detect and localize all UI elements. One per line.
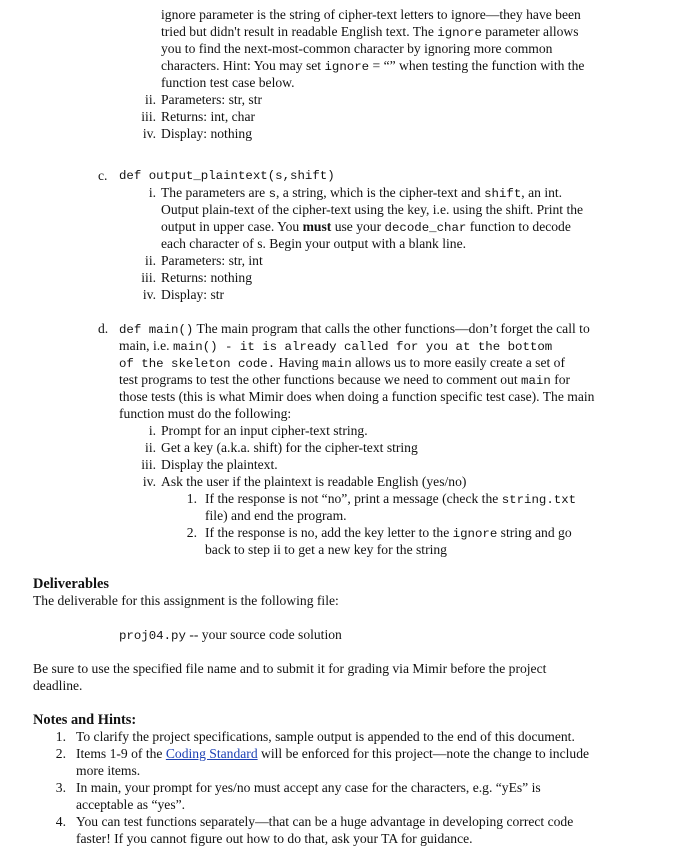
list-marker: i. xyxy=(148,185,156,200)
text-line: tried but didn't result in readable English text. The ignore parameter allows xyxy=(161,24,579,40)
text-line: faster! If you cannot figure out how to do that, ask your TA for guidance. xyxy=(76,831,473,846)
code-decode-char: decode_char xyxy=(384,221,467,235)
text-line: The parameters are s, a string, which is the cipher-text and shift, an int. xyxy=(161,185,563,201)
code-main-call: main() - it is already called for you at the bottom xyxy=(172,340,553,354)
text-line: function test case below. xyxy=(161,75,295,90)
text-line: deadline. xyxy=(33,678,83,693)
list-item: Returns: nothing xyxy=(161,270,253,285)
list-marker: iv. xyxy=(142,287,156,302)
text-line: You can test functions separately—that can be a huge advantage in developing correct code xyxy=(76,814,574,829)
list-item: Display the plaintext. xyxy=(161,457,278,472)
list-item: Parameters: str, str xyxy=(161,92,263,107)
list-marker: i. xyxy=(148,423,156,438)
code-ignore: ignore xyxy=(324,60,370,74)
text-line: test programs to test the other functions because we need to comment out main for xyxy=(119,372,571,388)
code-main: main xyxy=(521,374,551,388)
list-item: Get a key (a.k.a. shift) for the cipher-text string xyxy=(161,440,418,455)
text-line: of the skeleton code. Having main allows us to more easily create a set of xyxy=(119,355,566,371)
text-line: The deliverable for this assignment is the following file: xyxy=(33,593,339,608)
list-marker: 2. xyxy=(186,525,197,540)
text-line: ignore parameter is the string of cipher-text letters to ignore—they have been xyxy=(161,7,581,22)
list-item: Prompt for an input cipher-text string. xyxy=(161,423,368,438)
text-line: characters. Hint: You may set ignore = “” when testing the function with the xyxy=(161,58,585,74)
list-marker: iii. xyxy=(141,109,156,124)
function-signature: def main() xyxy=(119,323,194,337)
list-item: Display: str xyxy=(161,287,225,302)
text-line: function must do the following: xyxy=(119,406,292,421)
list-marker: d. xyxy=(98,321,109,336)
list-marker: 2. xyxy=(55,746,66,761)
list-marker: ii. xyxy=(145,440,156,455)
text-line: acceptable as “yes”. xyxy=(76,797,186,812)
list-marker: 4. xyxy=(55,814,66,829)
code-shift: shift xyxy=(484,187,522,201)
list-marker: ii. xyxy=(145,253,156,268)
text-line: If the response is no, add the key letter to the ignore string and go xyxy=(205,525,572,541)
section-heading: Deliverables xyxy=(33,576,109,592)
function-signature: def output_plaintext(s,shift) xyxy=(119,169,335,183)
text-line: def main() The main program that calls the other functions—don’t forget the call to xyxy=(119,321,590,337)
page-top-crop xyxy=(160,0,630,6)
text-line: file) and end the program. xyxy=(205,508,347,523)
text-line: each character of s. Begin your output with a blank line. xyxy=(161,236,467,251)
text-line: Items 1-9 of the Coding Standard will be enforced for this project—note the change to include xyxy=(76,746,590,761)
list-item: Parameters: str, int xyxy=(161,253,263,268)
list-marker: iii. xyxy=(141,457,156,472)
text-line: you to find the next-most-common character by ignoring more common xyxy=(161,41,553,56)
text-line: Be sure to use the specified file name and to submit it for grading via Mimir before the project xyxy=(33,661,547,676)
text-line: more items. xyxy=(76,763,141,778)
code-ignore: ignore xyxy=(437,26,482,40)
list-marker: 3. xyxy=(55,780,66,795)
coding-standard-link[interactable]: Coding Standard xyxy=(165,746,258,761)
list-marker: ii. xyxy=(145,92,156,107)
list-item: Display: nothing xyxy=(161,126,253,141)
emphasis-must: must xyxy=(302,219,332,234)
code-filename: proj04.py xyxy=(119,629,186,643)
text-line: If the response is not “no”, print a message (check the string.txt xyxy=(205,491,577,507)
text-line: output in upper case. You must use your decode_char function to decode xyxy=(161,219,571,235)
list-item: To clarify the project specifications, sample output is appended to the end of this document. xyxy=(76,729,575,744)
text-line: Output plain-text of the cipher-text using the key, i.e. using the shift. Print the xyxy=(161,202,584,217)
list-marker: 1. xyxy=(186,491,197,506)
code-main: main xyxy=(321,357,352,371)
list-marker: 1. xyxy=(55,729,66,744)
list-item: Returns: int, char xyxy=(161,109,256,124)
text-line: main, i.e. main() - it is already called for you at the bottom xyxy=(119,338,553,354)
code-string-txt: string.txt xyxy=(501,493,577,507)
list-item: Ask the user if the plaintext is readable English (yes/no) xyxy=(161,474,467,489)
section-heading: Notes and Hints: xyxy=(33,712,137,728)
list-marker: iv. xyxy=(142,126,156,141)
text-line: back to step ii to get a new key for the string xyxy=(205,542,447,557)
list-marker: iv. xyxy=(142,474,156,489)
list-marker: iii. xyxy=(141,270,156,285)
code-s: s xyxy=(268,187,276,201)
list-marker: c. xyxy=(98,168,108,183)
text-line: those tests (this is what Mimir does when doing a function specific test case). The main xyxy=(119,389,595,404)
code-ignore: ignore xyxy=(452,527,498,541)
text-line: In main, your prompt for yes/no must accept any case for the characters, e.g. “yEs” is xyxy=(76,780,541,795)
deliverable-file: proj04.py -- your source code solution xyxy=(119,627,342,643)
